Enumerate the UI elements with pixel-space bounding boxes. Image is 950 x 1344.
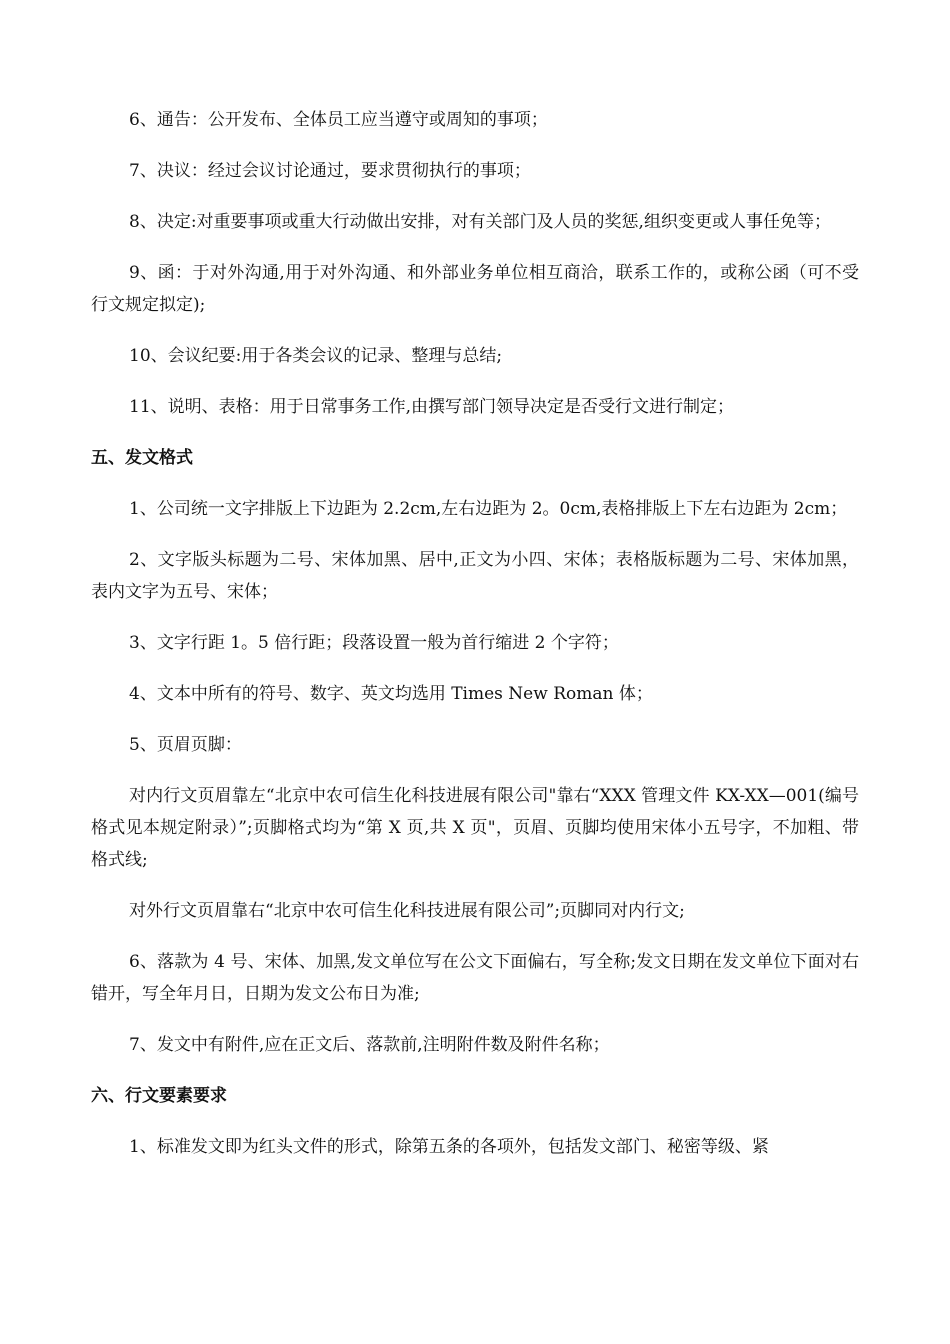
paragraph-decision: 8、决定:对重要事项或重大行动做出安排，对有关部门及人员的奖惩,组织变更或人事任免等； [129,212,831,232]
paragraph-explanation-forms: 11、说明、表格：用于日常事务工作,由撰写部门领导决定是否受行文进行制定； [129,397,735,417]
section-heading-format: 五、发文格式 [91,448,193,468]
paragraph-resolution: 7、决议：经过会议讨论通过，要求贯彻执行的事项； [129,161,531,181]
paragraph-letter: 9、函：于对外沟通,用于对外沟通、和外部业务单位相互商洽，联系工作的，或称公函（可不受行文规定拟定); [91,263,859,315]
paragraph-signature: 6、落款为 4 号、宋体、加黑,发文单位写在公文下面偏右，写全称;发文日期在发文单位下面对右错开，写全年月日，日期为发文公布日为准; [91,952,859,1004]
paragraph-attachments: 7、发文中有附件,应在正文后、落款前,注明附件数及附件名称； [129,1035,610,1055]
paragraph-standard-document: 1、标准发文即为红头文件的形式，除第五条的各项外，包括发文部门、秘密等级、紧 [129,1137,769,1157]
paragraph-english-font: 4、文本中所有的符号、数字、英文均选用 Times New Roman 体； [129,684,653,704]
paragraph-line-spacing: 3、文字行距 1。5 倍行距；段落设置一般为首行缩进 2 个字符； [129,633,619,653]
document-body [91,104,859,1182]
paragraph-margins: 1、公司统一文字排版上下边距为 2.2cm,左右边距为 2。0cm,表格排版上下左右边距为 2cm； [129,499,848,519]
paragraph-meeting-minutes: 10、会议纪要:用于各类会议的记录、整理与总结; [129,346,503,366]
paragraph-title-fonts: 2、文字版头标题为二号、宋体加黑、居中,正文为小四、宋体；表格版标题为二号、宋体加黑，表内文字为五号、宋体； [91,550,859,602]
section-heading-elements: 六、行文要素要求 [91,1086,227,1106]
paragraph-external-header: 对外行文页眉靠右“北京中农可信生化科技进展有限公司”;页脚同对内行文; [129,901,685,921]
paragraph-notice: 6、通告：公开发布、全体员工应当遵守或周知的事项； [129,110,548,130]
paragraph-header-footer: 5、页眉页脚： [129,735,242,755]
paragraph-internal-header: 对内行文页眉靠左“北京中农可信生化科技进展有限公司"靠右“XXX 管理文件 KX-XX—001(编号格式见本规定附录）”;页脚格式均为“第 X 页,共 X 页"，页眉、页脚均使用宋体小五号字，不加粗、带格式线; [91,786,859,870]
